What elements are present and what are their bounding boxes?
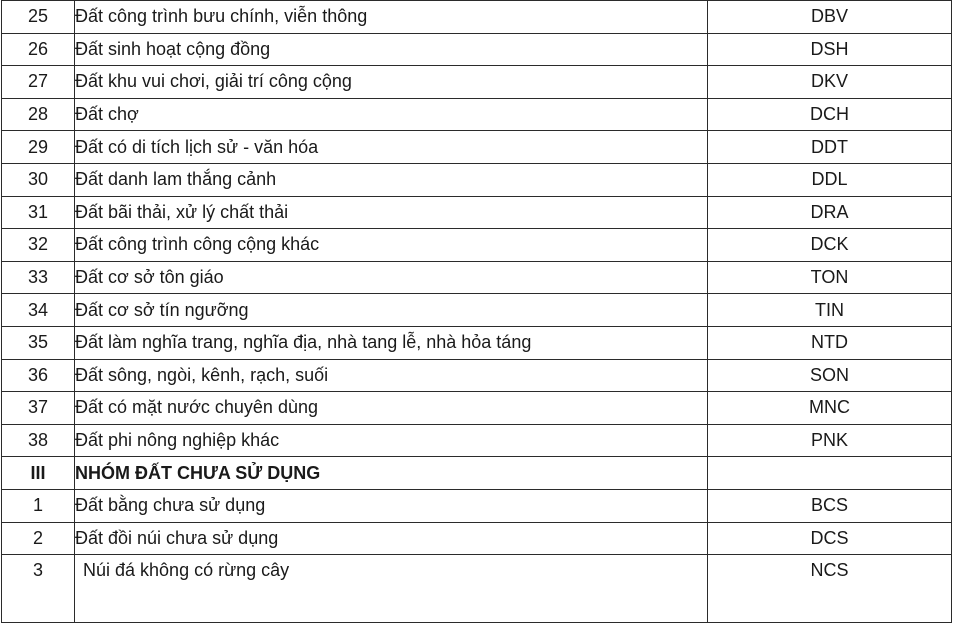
land-code-cell: DSH <box>708 33 952 66</box>
land-code-cell: PNK <box>708 424 952 457</box>
table-row <box>2 229 952 262</box>
table-row <box>2 522 952 555</box>
row-number-cell: 38 <box>2 424 75 457</box>
land-code-cell: NCS <box>708 555 952 623</box>
table-row <box>2 163 952 196</box>
row-number-cell: 37 <box>2 392 75 425</box>
row-number-cell: 26 <box>2 33 75 66</box>
row-number-cell: 25 <box>2 1 75 34</box>
table-row <box>2 98 952 131</box>
land-code-cell: TIN <box>708 294 952 327</box>
land-category-table <box>1 0 952 623</box>
table-row <box>2 294 952 327</box>
table-row <box>2 359 952 392</box>
land-type-name-cell: Đất phi nông nghiệp khác <box>75 424 708 457</box>
land-code-cell: BCS <box>708 489 952 522</box>
row-number-cell: 27 <box>2 66 75 99</box>
row-number-cell: 35 <box>2 326 75 359</box>
land-type-name-cell: Đất có di tích lịch sử - văn hóa <box>75 131 708 164</box>
land-code-cell: DKV <box>708 66 952 99</box>
table-row <box>2 66 952 99</box>
table-row <box>2 489 952 522</box>
land-code-cell: DBV <box>708 1 952 34</box>
land-code-cell: DDT <box>708 131 952 164</box>
row-number-cell: 28 <box>2 98 75 131</box>
land-type-name-cell: Đất khu vui chơi, giải trí công cộng <box>75 66 708 99</box>
land-type-name-cell: Đất công trình bưu chính, viễn thông <box>75 1 708 34</box>
land-code-cell: DCH <box>708 98 952 131</box>
land-code-cell: DCK <box>708 229 952 262</box>
table-row <box>2 131 952 164</box>
land-code-cell: TON <box>708 261 952 294</box>
row-number-cell: 33 <box>2 261 75 294</box>
row-number-cell: 32 <box>2 229 75 262</box>
table-row <box>2 424 952 457</box>
land-code-cell: DCS <box>708 522 952 555</box>
land-type-name-cell: Đất công trình công cộng khác <box>75 229 708 262</box>
land-type-name-cell: Đất chợ <box>75 98 708 131</box>
land-code-cell: DRA <box>708 196 952 229</box>
land-code-cell: NTD <box>708 326 952 359</box>
land-code-cell: DDL <box>708 163 952 196</box>
land-type-name-cell: Đất sông, ngòi, kênh, rạch, suối <box>75 359 708 392</box>
row-number-cell: 29 <box>2 131 75 164</box>
row-number-cell: 34 <box>2 294 75 327</box>
row-number-cell: 36 <box>2 359 75 392</box>
land-type-name-cell: Đất cơ sở tôn giáo <box>75 261 708 294</box>
row-number-cell: 2 <box>2 522 75 555</box>
table-row <box>2 33 952 66</box>
land-type-name-cell: Núi đá không có rừng cây <box>75 555 708 623</box>
land-code-cell: SON <box>708 359 952 392</box>
land-type-name-cell: Đất làm nghĩa trang, nghĩa địa, nhà tang lễ, nhà hỏa táng <box>75 326 708 359</box>
land-type-name-cell: Đất sinh hoạt cộng đồng <box>75 33 708 66</box>
land-type-name-cell: Đất bãi thải, xử lý chất thải <box>75 196 708 229</box>
land-type-name-cell: NHÓM ĐẤT CHƯA SỬ DỤNG <box>75 457 708 490</box>
row-number-cell: 31 <box>2 196 75 229</box>
table-row <box>2 1 952 34</box>
table-row <box>2 555 952 623</box>
table-body <box>2 1 952 623</box>
table-row <box>2 261 952 294</box>
land-code-cell <box>708 457 952 490</box>
row-number-cell: 30 <box>2 163 75 196</box>
land-type-name-cell: Đất danh lam thắng cảnh <box>75 163 708 196</box>
row-number-cell: 1 <box>2 489 75 522</box>
row-number-cell: 3 <box>2 555 75 623</box>
table-row <box>2 196 952 229</box>
table-row <box>2 392 952 425</box>
land-code-cell: MNC <box>708 392 952 425</box>
land-type-name-cell: Đất bằng chưa sử dụng <box>75 489 708 522</box>
land-type-name-cell: Đất đồi núi chưa sử dụng <box>75 522 708 555</box>
land-type-name-cell: Đất có mặt nước chuyên dùng <box>75 392 708 425</box>
table-row <box>2 326 952 359</box>
group-header-row <box>2 457 952 490</box>
row-number-cell: III <box>2 457 75 490</box>
land-type-name-cell: Đất cơ sở tín ngưỡng <box>75 294 708 327</box>
